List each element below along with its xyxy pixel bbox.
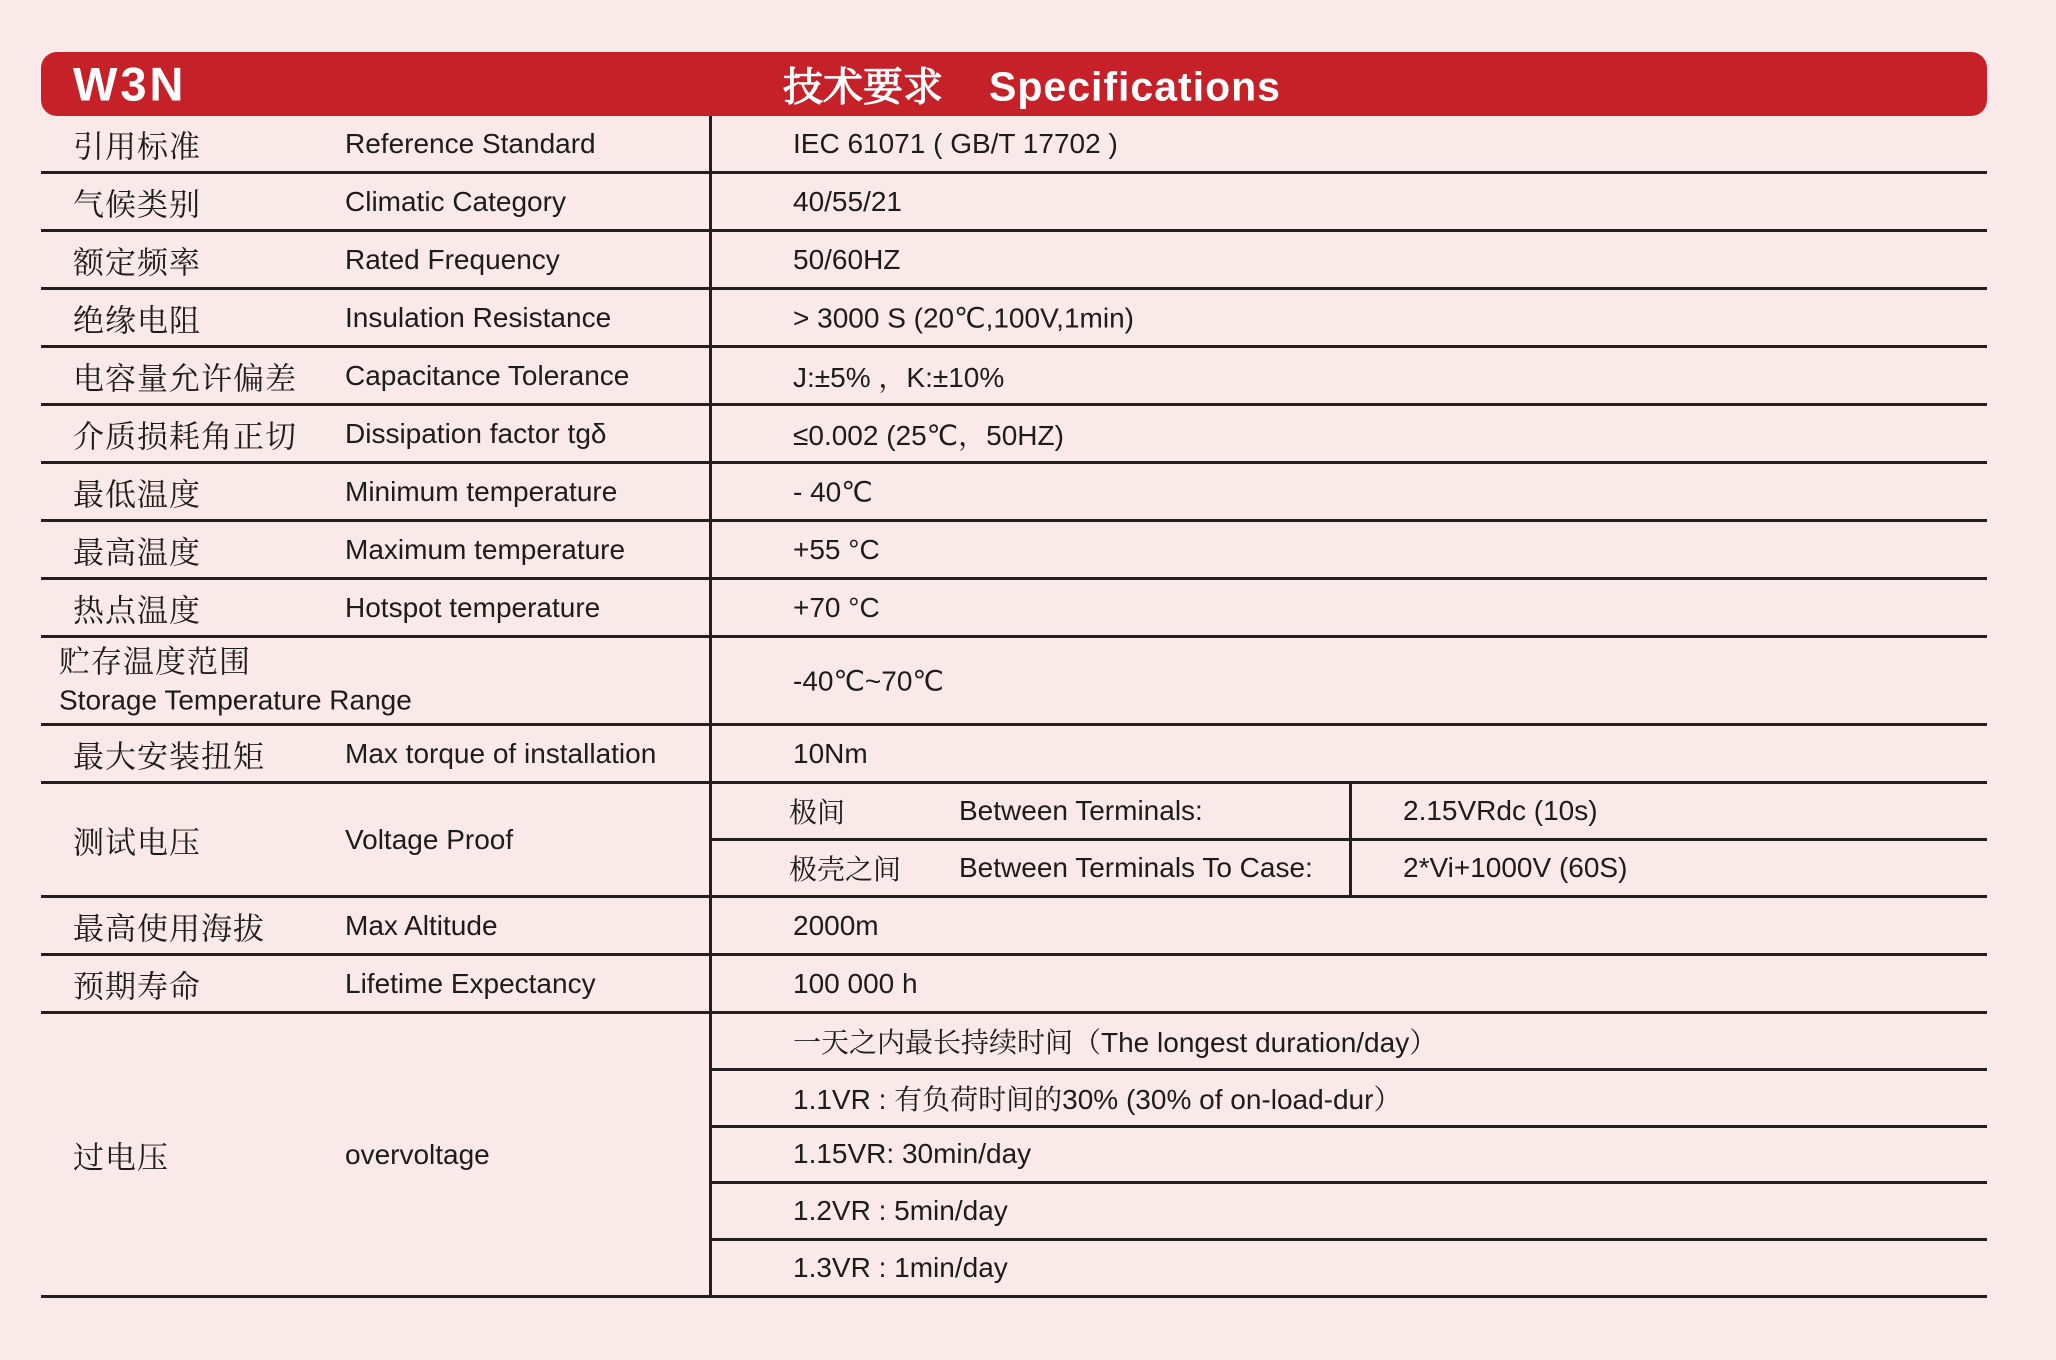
column-divider [709,580,712,635]
sub-row-value: 2.15VRdc (10s) [1403,795,1598,826]
overvoltage-line-text: 1.15VR: 30min/day [793,1138,1032,1170]
overvoltage-line [712,1128,1987,1185]
overvoltage-line [712,1184,1987,1241]
overvoltage-line-text: 一天之内最长持续时间（The longest duration/day） [793,1026,1438,1058]
header-title-en: Specifications [989,63,1281,110]
row-label-zh: 介质损耗角正切 [73,419,297,454]
header-title-zh: 技术要求 [783,65,943,110]
row-label-en: Hotspot temperature [345,591,601,623]
overvoltage-line [712,1014,1987,1071]
column-divider [709,348,712,403]
row-label-en: Dissipation factor tgδ [345,417,607,449]
voltage-proof-sub-row-terminals [712,784,1987,841]
row-label-en: Capacitance Tolerance [345,359,630,391]
row-value: -40℃~70℃ [793,665,944,696]
row-storage-temperature-range [41,638,1987,726]
row-label-zh: 测试电压 [73,825,201,860]
row-label-zh: 电容量允许偏差 [73,361,297,396]
column-divider [709,464,712,519]
column-divider [709,232,712,287]
row-voltage-proof [41,784,1987,898]
row-label-en: Reference Standard [345,127,596,159]
column-divider [709,522,712,577]
row-minimum-temperature [41,464,1987,522]
row-label-zh: 引用标准 [73,129,201,164]
row-hotspot-temperature [41,580,1987,638]
row-label-zh: 最低温度 [73,477,201,512]
overvoltage-line-text: 1.1VR : 有负荷时间的30% (30% of on-load-dur） [793,1083,1402,1115]
row-label-en: Insulation Resistance [345,301,612,333]
row-max-altitude [41,898,1987,956]
sub-row-label-en: Between Terminals To Case: [959,852,1313,883]
overvoltage-line [712,1241,1987,1295]
column-divider [709,406,712,461]
row-label-en: Minimum temperature [345,475,618,507]
row-value: 50/60HZ [793,243,901,275]
row-maximum-temperature [41,522,1987,580]
row-label-zh: 过电压 [73,1140,169,1175]
row-insulation-resistance [41,290,1987,348]
row-value: 100 000 h [793,967,918,999]
spec-table [41,116,1987,1298]
column-divider [709,956,712,1011]
column-divider [709,898,712,953]
row-label-zh: 热点温度 [73,593,201,628]
row-value: 40/55/21 [793,185,902,217]
sub-row-label-zh: 极间 [789,797,846,828]
row-label-en: Max Altitude [345,909,498,941]
row-label-zh: 贮存温度范围 [59,644,251,680]
row-value: 2000m [793,909,879,941]
row-value: > 3000 S (20℃,100V,1min) [793,302,1134,333]
overvoltage-line [712,1071,1987,1128]
row-label-zh: 预期寿命 [73,969,201,1004]
row-label-en: Voltage Proof [345,823,514,855]
column-divider [709,726,712,781]
row-overvoltage [41,1014,1987,1298]
row-capacitance-tolerance [41,348,1987,406]
row-value: +55 °C [793,533,880,565]
overvoltage-line-text: 1.2VR : 5min/day [793,1195,1008,1227]
voltage-proof-sub-rows [712,784,1987,895]
row-label-zh: 最高使用海拔 [73,911,265,946]
row-lifetime-expectancy [41,956,1987,1014]
row-label-en: Max torque of installation [345,737,657,769]
overvoltage-line-text: 1.3VR : 1min/day [793,1252,1008,1284]
row-value: - 40℃ [793,476,873,507]
row-value: +70 °C [793,591,880,623]
row-reference-standard [41,116,1987,174]
row-label-zh: 最大安装扭矩 [73,739,265,774]
header-title [783,56,1281,113]
sub-row-value: 2*Vi+1000V (60S) [1403,852,1628,883]
sub-row-label-zh: 极壳之间 [789,854,902,885]
column-divider [709,290,712,345]
row-value: J:±5% ，K:±10% [793,361,1005,393]
overvoltage-sub-rows [712,1014,1987,1295]
row-dissipation-factor [41,406,1987,464]
row-value: ≤0.002 (25℃，50HZ) [793,419,1064,451]
row-label-en: Climatic Category [345,185,566,217]
column-divider [709,116,712,171]
header-bar [41,52,1987,116]
row-climatic-category [41,174,1987,232]
row-label-en: Lifetime Expectancy [345,967,596,999]
row-value: IEC 61071 ( GB/T 17702 ) [793,127,1118,159]
sub-row-label-en: Between Terminals: [959,795,1203,826]
row-rated-frequency [41,232,1987,290]
row-label-en: Rated Frequency [345,243,560,275]
row-label-en: Storage Temperature Range [59,684,412,716]
row-value: 10Nm [793,737,868,769]
row-label-zh: 气候类别 [73,187,201,222]
column-divider [709,174,712,229]
row-label-zh: 最高温度 [73,535,201,570]
column-divider [709,638,712,723]
row-label-en: overvoltage [345,1138,490,1170]
model-name: W3N [73,57,187,111]
row-label-zh: 额定频率 [73,245,201,280]
row-label-stacked [59,642,412,719]
row-label-zh: 绝缘电阻 [73,303,201,338]
voltage-proof-sub-row-terminals-to-case [712,841,1987,895]
row-max-torque [41,726,1987,784]
row-label-en: Maximum temperature [345,533,626,565]
